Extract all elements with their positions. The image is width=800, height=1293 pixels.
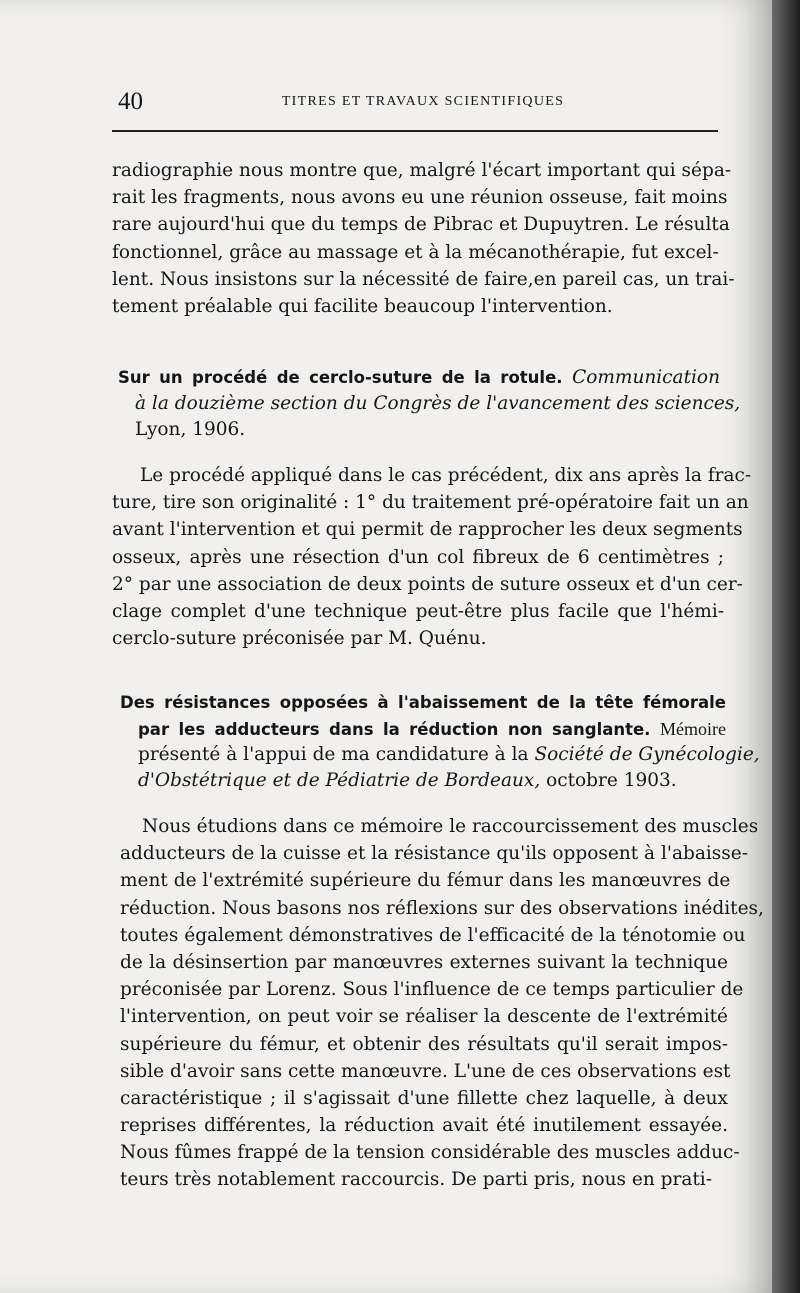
text-line: tement préalable qui facilite beaucoup l'intervention.	[112, 295, 613, 317]
paragraph-resistances	[120, 813, 764, 1194]
text-line: ture, tire son originalité : 1° du traitement pré-opératoire fait un an	[112, 492, 749, 514]
section-title: Sur un procédé de cerclo-suture de la rotule.	[118, 368, 563, 387]
text-line: rare aujourd'hui que du temps de Pibrac et Dupuytren. Le résulta	[112, 214, 730, 236]
section-source-word: Mémoire	[660, 719, 726, 739]
text-line: supérieure du fémur, et obtenir des résultats qu'il serait impos-	[120, 1033, 728, 1055]
text-line: lent. Nous insistons sur la nécessité de faire,en pareil cas, un trai-	[112, 268, 735, 290]
section-title-line-1: Des résistances opposées à l'abaissement de la tête fémorale	[120, 693, 726, 712]
text-line: ment de l'extrémité supérieure du fémur dans les manœuvres de	[120, 870, 731, 892]
section-source-place: Lyon, 1906.	[135, 419, 246, 440]
text-line: caractéristique ; il s'agissait d'une fillette chez laquelle, à deux	[120, 1087, 728, 1109]
header-rule	[112, 130, 718, 132]
paragraph-continuation	[112, 157, 735, 320]
paragraph-cerclo-suture	[112, 462, 752, 652]
page-number: 40	[118, 88, 143, 115]
text-line: radiographie nous montre que, malgré l'écart important qui sépa-	[112, 160, 732, 181]
text-line: sible d'avoir sans cette manœuvre. L'une de ces observations est	[120, 1060, 731, 1082]
text-line: avant l'intervention et qui permit de rapprocher les deux segments	[112, 519, 743, 541]
text-line: réduction. Nous basons nos réflexions sur des observations inédites,	[120, 897, 764, 919]
text-line: de la désinsertion par manœuvres externes suivant la technique	[120, 951, 728, 973]
text-line: rait les fragments, nous avons eu une réunion osseuse, fait moins	[112, 187, 728, 209]
text-line: Nous fûmes frappé de la tension considérable des muscles adduc-	[120, 1142, 740, 1164]
text-line: 2° par une association de deux points de suture osseux et d'un cer-	[112, 573, 743, 595]
text-line: adducteurs de la cuisse et la résistance qu'ils opposent à l'abaisse-	[120, 843, 748, 865]
text-line: toutes également démonstratives de l'efficacité de la ténotomie ou	[120, 924, 746, 946]
text-line: Nous étudions dans ce mémoire le raccourcissement des muscles	[142, 816, 759, 837]
section-heading-cerclo-suture	[118, 365, 741, 443]
page-header	[118, 88, 718, 120]
page-edge-shadow	[772, 0, 800, 1293]
text-line: cerclo-suture préconisée par M. Quénu.	[112, 628, 487, 650]
section-source-word: Communication	[572, 367, 720, 388]
text-line: reprises différentes, la réduction avait été inutilement essayée.	[120, 1115, 728, 1137]
section-source-date: octobre 1903.	[546, 770, 677, 791]
text-line: préconisée par Lorenz. Sous l'influence de ce temps particulier de	[120, 979, 744, 1001]
section-title-line-2: par les adducteurs dans la réduction non sanglante.	[138, 720, 651, 739]
section-source-text: présenté à l'appui de ma candidature à la	[138, 744, 529, 765]
text-line: clage complet d'une technique peut-être plus facile que l'hémi-	[112, 600, 724, 622]
text-line: Le procédé appliqué dans le cas précédent, dix ans après la frac-	[140, 465, 752, 486]
text-line: osseux, après une résection d'un col fibreux de 6 centimètres ;	[112, 546, 724, 568]
running-title: TITRES ET TRAVAUX SCIENTIFIQUES	[281, 94, 565, 109]
section-heading-resistances	[120, 690, 760, 794]
section-source-line: à la douzième section du Congrès de l'avancement des sciences,	[135, 393, 741, 414]
text-line: fonctionnel, grâce au massage et à la mécanothérapie, fut excel-	[112, 241, 719, 263]
text-line: teurs très notablement raccourcis. De parti pris, nous en prati-	[120, 1169, 712, 1191]
section-source-society: Société de Gynécologie,	[534, 744, 760, 765]
section-source-society-cont: d'Obstétrique et de Pédiatrie de Bordeaux,	[138, 770, 541, 791]
text-line: l'intervention, on peut voir se réaliser la descente de l'extrémité	[120, 1006, 728, 1028]
